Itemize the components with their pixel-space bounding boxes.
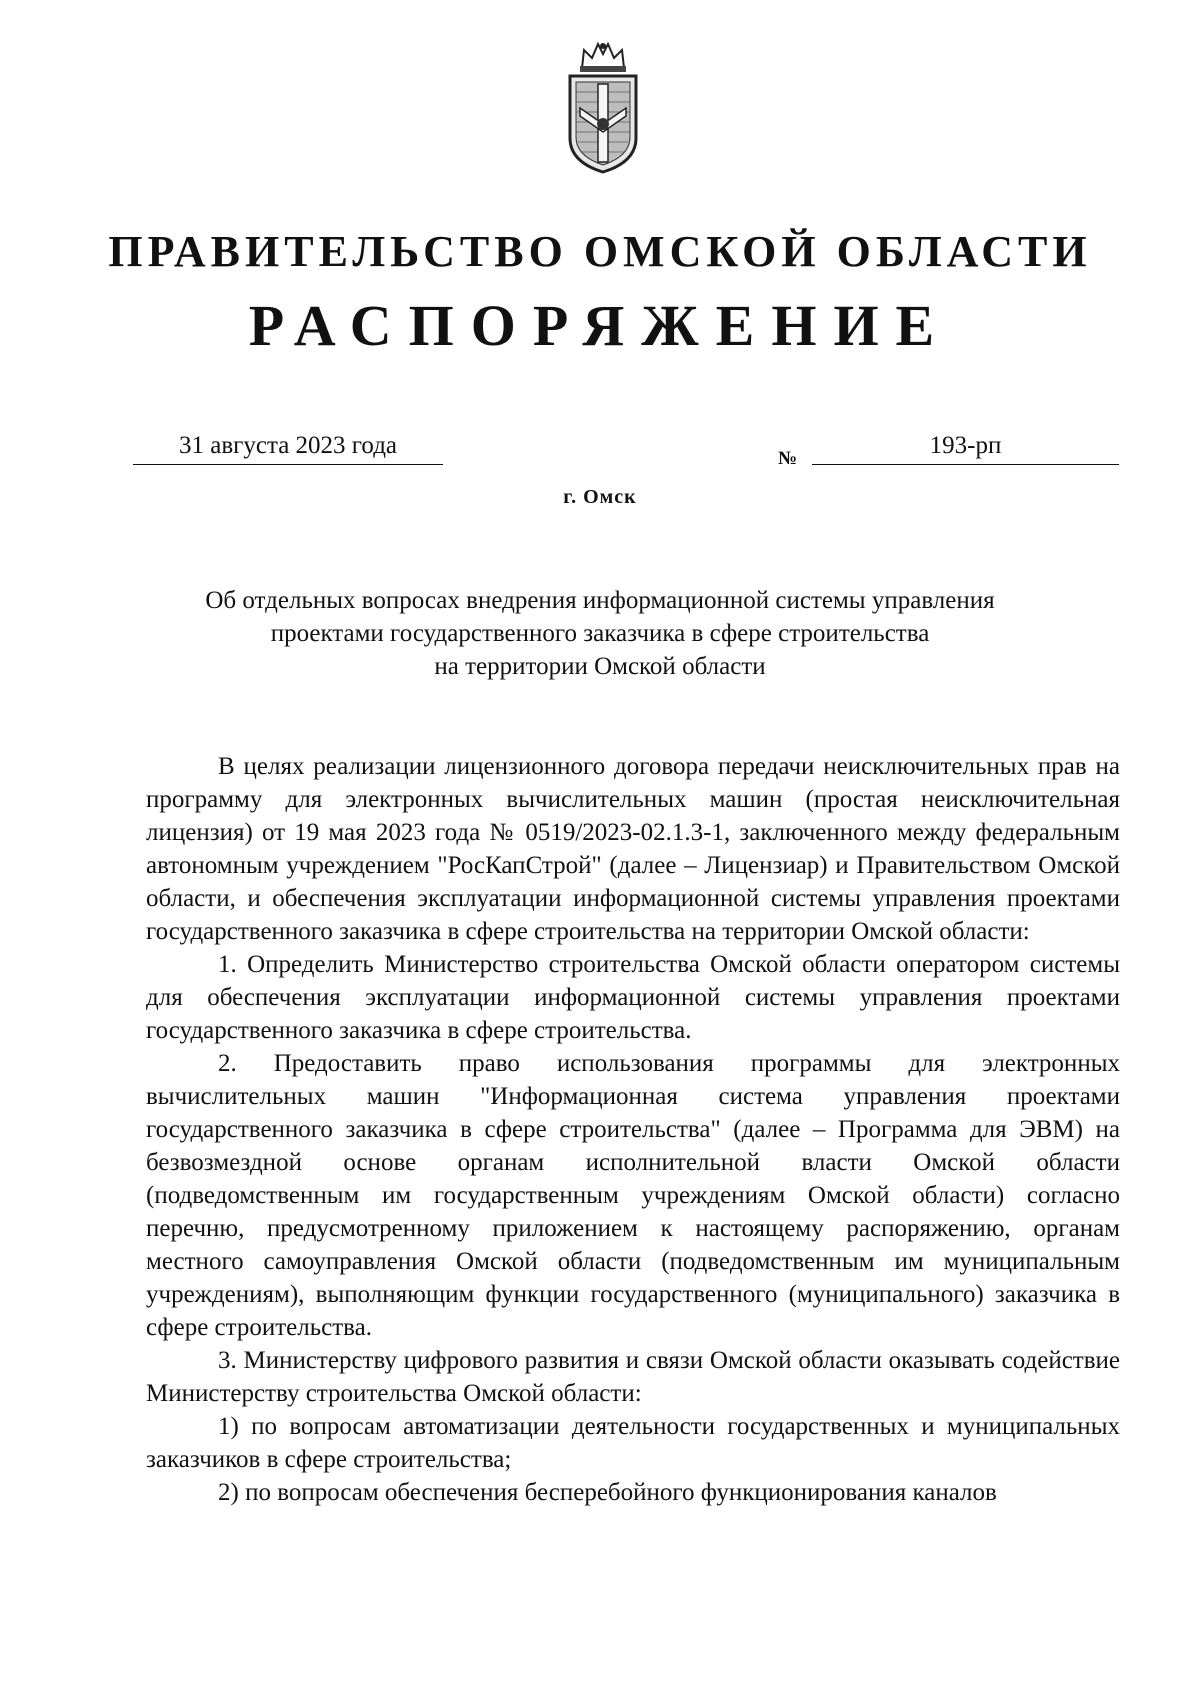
document-body <box>146 750 1120 1509</box>
number-sign: № <box>778 448 798 469</box>
body-paragraph-item-2: 2. Предоставить право использования программы для электронных вычислительных машин "Информационная система управления проектами государственного заказчика в сфере строительства" (далее – Программа для ЭВМ) на безвозмездной основе органам исполнительной власти Омской области (подведомственным им государственным учреждениям Омской области) согласно перечню, предусмотренному приложением к настоящему распоряжению, органам местного самоуправления Омской области (подведомственным им муниципальным учреждениям), выполняющим функции государственного (муниципального) заказчика в сфере строительства. <box>146 1050 1120 1341</box>
document-date: 31 августа 2023 года <box>133 432 443 465</box>
document-type-heading: РАСПОРЯЖЕНИЕ <box>248 293 952 358</box>
body-paragraph-preamble: В целях реализации лицензионного договора передачи неисключительных прав на программу для электронных вычислительных машин (простая неисключительная лицензия) от 19 мая 2023 года № 0519/2023-02.1.3-1, заключенного между федеральным автономным учреждением "РосКапСтрой" (далее – Лицензиар) и Правительством Омской области, и обеспечения эксплуатации информационной системы управления проектами государственного заказчика в сфере строительства на территории Омской области: <box>146 753 1120 945</box>
body-paragraph-item-1: 1. Определить Министерство строительства Омской области оператором системы для обеспечения эксплуатации информационной системы управления проектами государственного заказчика в сфере строительства. <box>146 951 1120 1044</box>
body-paragraph-item-3: 3. Министерству цифрового развития и связи Омской области оказывать содействие Министерству строительства Омской области: <box>146 1347 1120 1407</box>
document-number: 193-рп <box>812 432 1119 465</box>
document-city: г. Омск <box>563 486 637 508</box>
coat-of-arms-icon <box>562 38 644 178</box>
title-line: на территории Омской области <box>434 653 766 680</box>
title-line: Об отдельных вопросах внедрения информационной системы управления <box>205 587 995 614</box>
title-line: проектами государственного заказчика в сфере строительства <box>270 620 930 647</box>
document-title <box>150 584 1050 683</box>
body-paragraph-subitem-1: 1) по вопросам автоматизации деятельности государственных и муниципальных заказчиков в сфере строительства; <box>146 1413 1120 1473</box>
body-paragraph-subitem-2: 2) по вопросам обеспечения бесперебойного функционирования каналов <box>218 1479 997 1506</box>
organization-name: ПРАВИТЕЛЬСТВО ОМСКОЙ ОБЛАСТИ <box>108 227 1092 276</box>
